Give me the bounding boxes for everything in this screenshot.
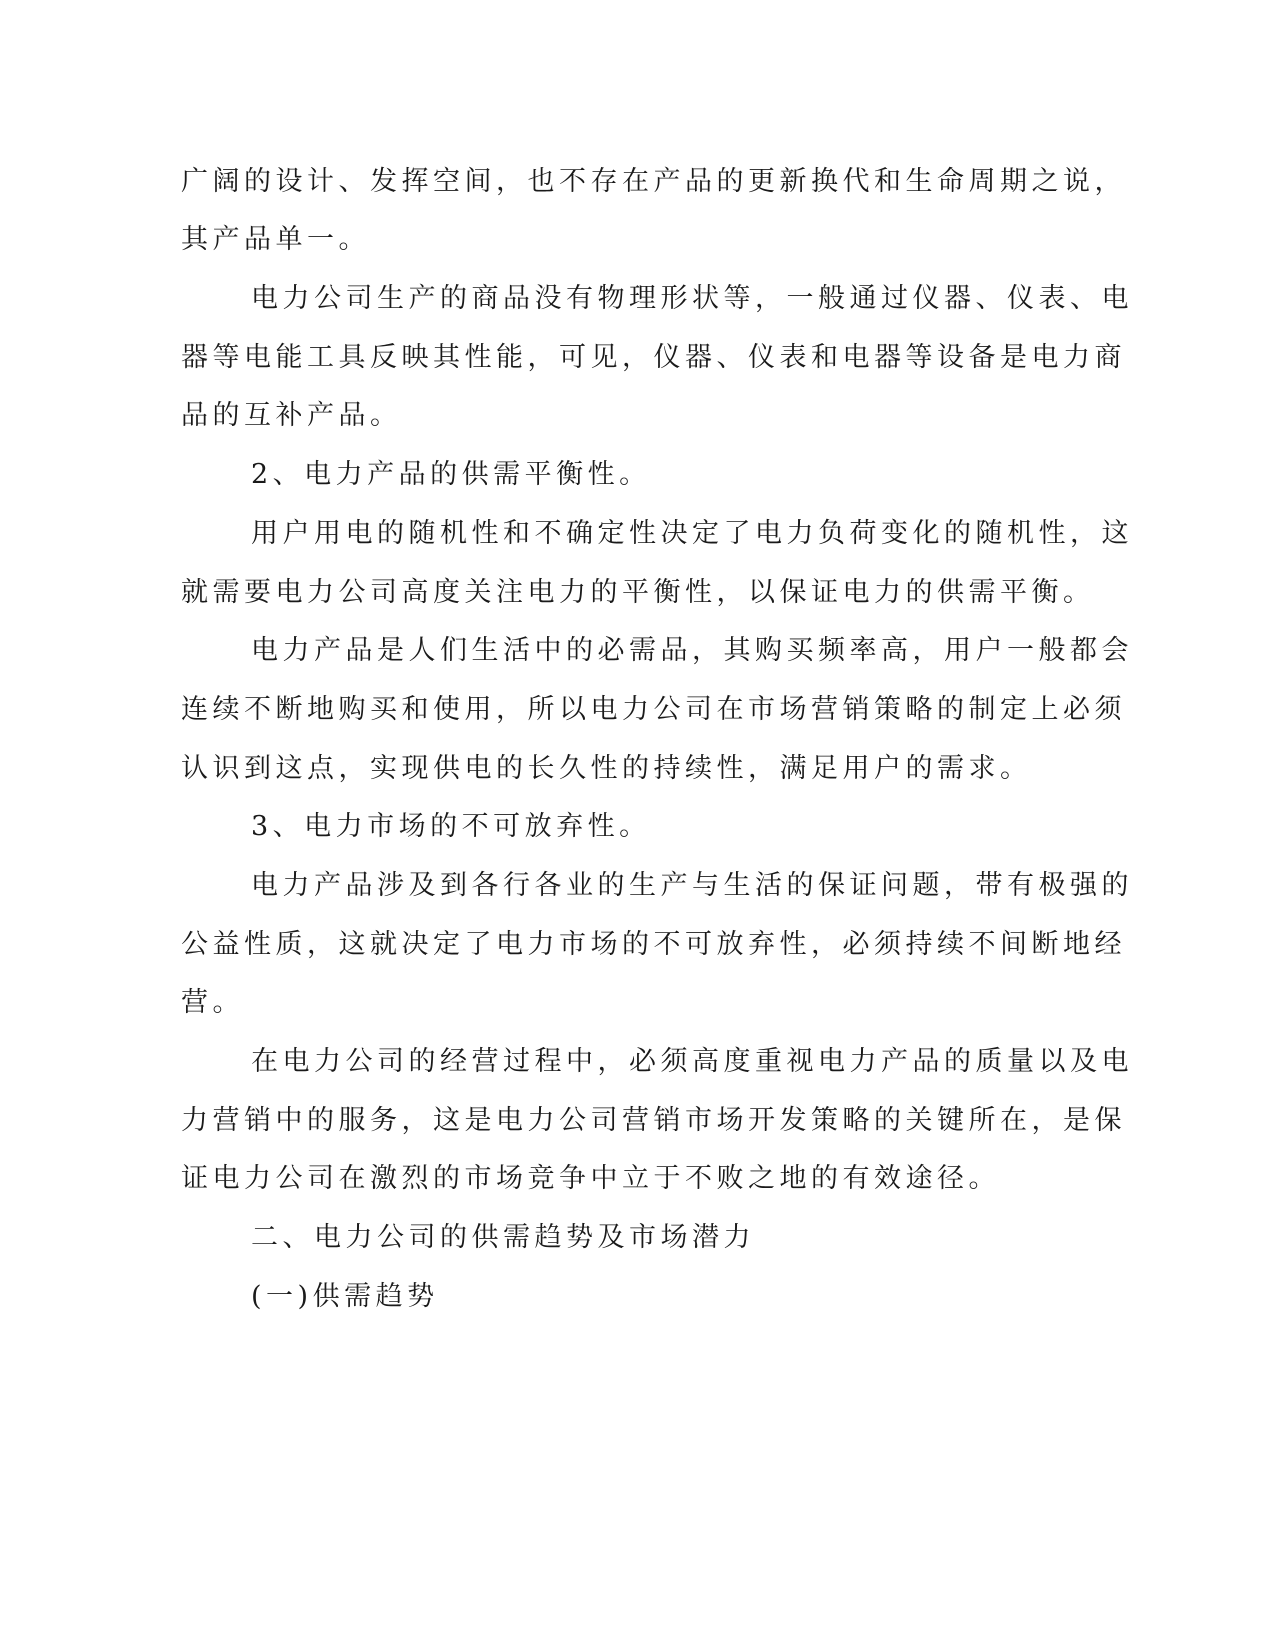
section-heading: 二、电力公司的供需趋势及市场潜力	[251, 1222, 755, 1253]
paragraph-line: 广阔的设计、发挥空间，也不存在产品的更新换代和生命周期之说，	[181, 166, 1126, 197]
paragraph-line: 在电力公司的经营过程中，必须高度重视电力产品的质量以及电	[251, 1046, 1133, 1077]
paragraph-line: 证电力公司在激烈的市场竞争中立于不败之地的有效途径。	[181, 1163, 1000, 1194]
paragraph-line: 品的互补产品。	[181, 400, 402, 431]
paragraph-line: 就需要电力公司高度关注电力的平衡性，以保证电力的供需平衡。	[181, 577, 1095, 608]
paragraph-line: 力营销中的服务，这是电力公司营销市场开发策略的关键所在，是保	[181, 1105, 1126, 1136]
paragraph-line: 连续不断地购买和使用，所以电力公司在市场营销策略的制定上必须	[181, 694, 1126, 725]
paragraph-line: 器等电能工具反映其性能，可见，仪器、仪表和电器等设备是电力商	[181, 342, 1126, 373]
paragraph-line: 用户用电的随机性和不确定性决定了电力负荷变化的随机性，这	[251, 518, 1133, 549]
subsection-heading: (一)供需趋势	[251, 1281, 439, 1312]
paragraph-line: 营。	[181, 987, 244, 1018]
section-heading: 3、电力市场的不可放弃性。	[251, 811, 651, 842]
paragraph-line: 电力产品是人们生活中的必需品，其购买频率高，用户一般都会	[251, 635, 1133, 666]
section-heading: 2、电力产品的供需平衡性。	[251, 459, 651, 490]
paragraph-line: 电力公司生产的商品没有物理形状等，一般通过仪器、仪表、电	[251, 283, 1133, 314]
paragraph-line: 公益性质，这就决定了电力市场的不可放弃性，必须持续不间断地经	[181, 929, 1126, 960]
paragraph-line: 其产品单一。	[181, 224, 370, 255]
paragraph-line: 电力产品涉及到各行各业的生产与生活的保证问题，带有极强的	[251, 870, 1133, 901]
paragraph-line: 认识到这点，实现供电的长久性的持续性，满足用户的需求。	[181, 753, 1032, 784]
